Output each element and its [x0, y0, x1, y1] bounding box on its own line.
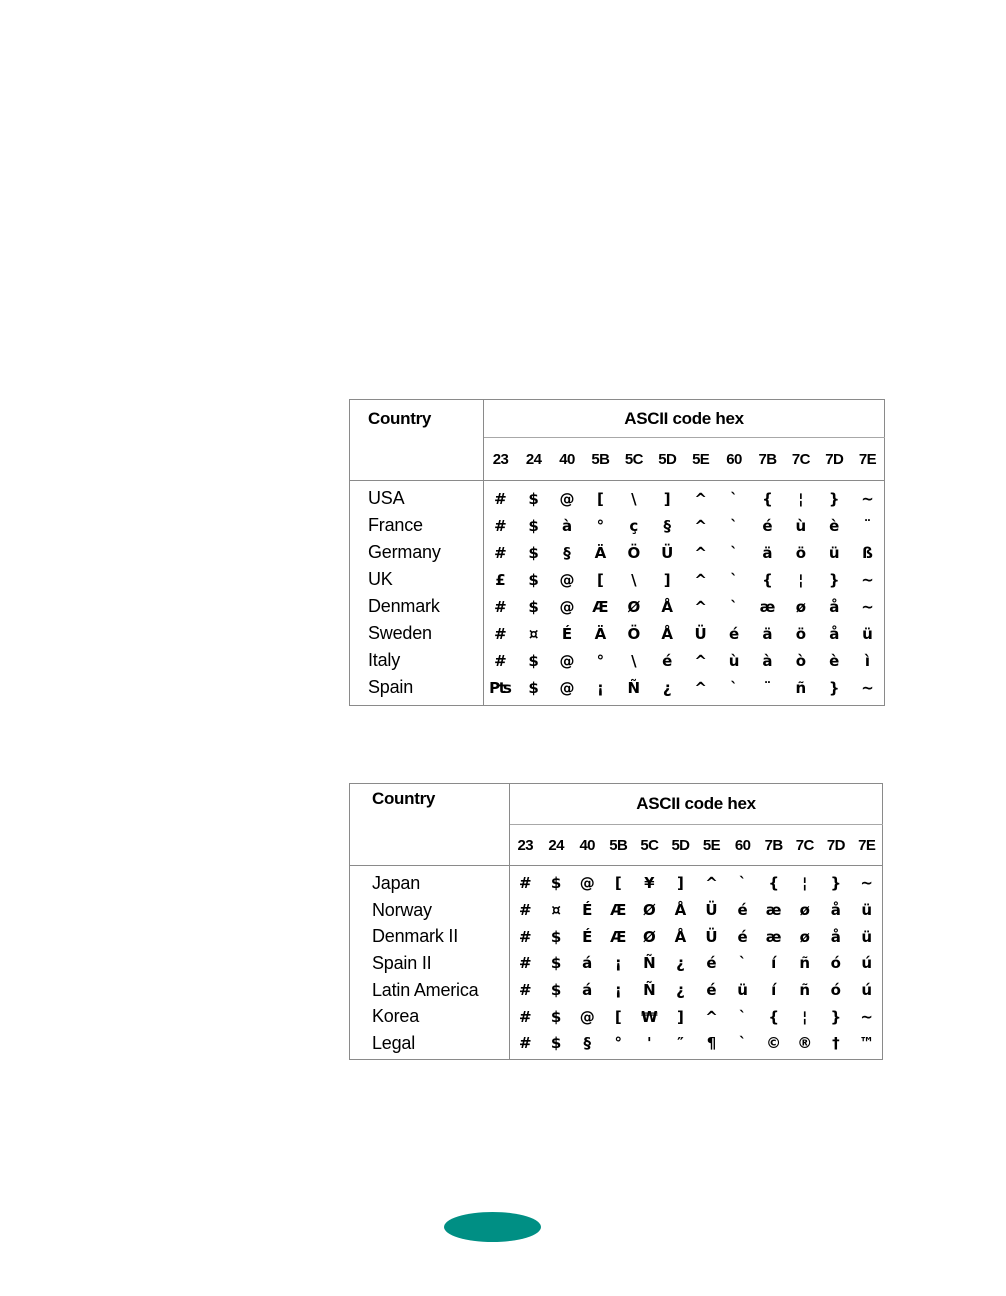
character-cell: ¶: [706, 1034, 717, 1053]
character-cell: @: [559, 570, 575, 589]
character-cell: †: [832, 1034, 840, 1053]
character-cell: `: [730, 516, 738, 535]
character-cell: ¨: [763, 678, 772, 697]
character-cell: ': [647, 1034, 652, 1053]
character-cell: #: [519, 927, 532, 946]
country-header: Country: [350, 400, 484, 481]
hex-code-header: 5C: [617, 438, 650, 481]
character-cell: Æ: [592, 597, 609, 616]
character-cell: ~: [861, 570, 874, 589]
character-cell: ù: [728, 651, 740, 670]
character-cell: @: [559, 678, 575, 697]
character-cell: å: [830, 927, 841, 946]
hex-code-header: 7D: [818, 438, 851, 481]
hex-code-header: 7E: [851, 438, 885, 481]
character-cell: è: [829, 651, 840, 670]
character-cell: ₩: [641, 1007, 658, 1026]
character-cell: Ü: [705, 901, 718, 920]
character-cell: `: [738, 1034, 747, 1053]
character-cell: Ü: [705, 927, 718, 946]
character-cell: ^: [705, 1007, 718, 1026]
character-cell: #: [519, 901, 532, 920]
character-cell: é: [737, 927, 748, 946]
character-cell: £: [495, 570, 506, 589]
character-cell: `: [738, 954, 747, 973]
character-cell: ^: [705, 874, 718, 893]
character-cell: Ñ: [627, 678, 641, 697]
country-name: Norway: [350, 897, 510, 924]
table-row: [350, 647, 885, 674]
character-cell: Ö: [627, 543, 641, 562]
country-name: Spain II: [350, 950, 510, 977]
character-cell: æ: [765, 927, 782, 946]
character-cell: á: [582, 954, 593, 973]
character-cell: Ø: [642, 901, 656, 920]
character-cell: $: [528, 570, 539, 589]
hex-code-header: 7D: [820, 825, 851, 866]
character-cell: [: [614, 1007, 622, 1026]
character-cell: [: [614, 874, 622, 893]
character-cell: Ü: [694, 624, 707, 643]
character-cell: ¦: [798, 570, 804, 589]
country-name: France: [350, 512, 484, 539]
character-cell: }: [830, 874, 842, 893]
character-cell: $: [528, 651, 539, 670]
character-cell: ¿: [676, 981, 685, 1000]
character-cell: }: [828, 678, 840, 697]
character-cell: ]: [677, 874, 684, 893]
hex-code-header: 5C: [634, 825, 665, 866]
hex-code-header: 60: [717, 438, 750, 481]
character-cell: @: [559, 597, 575, 616]
character-cell: é: [728, 624, 740, 643]
character-cell: ¡: [597, 678, 604, 697]
character-cell: ]: [677, 1007, 684, 1026]
table-row: [350, 674, 885, 706]
character-cell: ~: [861, 678, 874, 697]
character-cell: °: [596, 651, 605, 670]
character-cell: [: [596, 489, 604, 508]
character-cell: \: [631, 570, 637, 589]
character-cell: `: [730, 678, 738, 697]
character-cell: ñ: [795, 678, 807, 697]
character-cell: é: [737, 901, 748, 920]
character-cell: ¤: [528, 624, 539, 643]
country-name: Japan: [350, 866, 510, 897]
hex-code-header: 7C: [784, 438, 817, 481]
character-cell: è: [829, 516, 840, 535]
character-cell: °: [596, 516, 605, 535]
character-cell: É: [582, 901, 593, 920]
hex-code-header: 40: [550, 438, 583, 481]
character-cell: $: [550, 1034, 562, 1053]
character-cell: í: [771, 981, 777, 1000]
character-cell: §: [663, 516, 671, 535]
character-cell: $: [528, 543, 539, 562]
character-cell: `: [730, 489, 738, 508]
character-cell: `: [730, 597, 738, 616]
character-cell: É: [561, 624, 573, 643]
character-cell: ø: [799, 901, 810, 920]
character-cell: @: [559, 651, 575, 670]
character-cell: ù: [795, 516, 807, 535]
character-cell: ç: [629, 516, 639, 535]
character-cell: é: [706, 954, 717, 973]
character-cell: @: [579, 874, 595, 893]
character-cell: `: [738, 1007, 747, 1026]
hex-code-header: 7B: [751, 438, 784, 481]
character-cell: $: [550, 981, 562, 1000]
character-cell: ä: [762, 624, 773, 643]
character-cell: ]: [663, 489, 671, 508]
country-name: Denmark: [350, 593, 484, 620]
character-cell: `: [730, 570, 738, 589]
character-cell: $: [550, 874, 562, 893]
table-row: [350, 950, 883, 977]
character-cell: ″: [677, 1034, 684, 1053]
character-cell: å: [829, 597, 840, 616]
hex-code-header: 23: [484, 438, 517, 481]
character-cell: ¿: [676, 954, 685, 973]
character-cell: #: [494, 651, 507, 670]
character-cell: Ä: [594, 624, 607, 643]
table-row: [350, 1030, 883, 1059]
character-cell: ^: [694, 516, 707, 535]
character-cell: }: [828, 489, 840, 508]
character-cell: ö: [795, 624, 807, 643]
country-name: Denmark II: [350, 923, 510, 950]
character-cell: [: [596, 570, 604, 589]
character-cell: ^: [694, 678, 707, 697]
character-cell: á: [582, 981, 593, 1000]
character-cell: Ö: [627, 624, 641, 643]
character-cell: ~: [861, 597, 874, 616]
character-cell: §: [583, 1034, 591, 1053]
character-cell: ₧: [489, 678, 512, 697]
character-cell: #: [519, 874, 532, 893]
table-row: [350, 512, 885, 539]
character-cell: {: [762, 570, 773, 589]
character-cell: @: [579, 1007, 595, 1026]
character-cell: `: [730, 543, 738, 562]
table-row: [350, 1003, 883, 1030]
character-cell: #: [494, 624, 507, 643]
country-name: Spain: [350, 674, 484, 706]
country-name: Legal: [350, 1030, 510, 1059]
country-name: Korea: [350, 1003, 510, 1030]
character-cell: ®: [797, 1034, 813, 1053]
hex-code-header: 24: [517, 438, 550, 481]
character-cell: #: [519, 1034, 532, 1053]
character-cell: Æ: [610, 901, 627, 920]
country-header: Country: [350, 784, 510, 866]
character-cell: Å: [661, 597, 674, 616]
hex-code-header: 5E: [696, 825, 727, 866]
character-cell: ü: [862, 624, 873, 643]
ascii-table-1: [349, 399, 885, 706]
character-cell: ä: [762, 543, 773, 562]
character-cell: #: [494, 597, 507, 616]
table-row: [350, 923, 883, 950]
ascii-code-hex-header: ASCII code hex: [484, 400, 885, 438]
character-cell: ¥: [644, 874, 655, 893]
country-name: UK: [350, 566, 484, 593]
character-cell: }: [828, 570, 840, 589]
character-cell: ü: [861, 927, 873, 946]
character-cell: ì: [864, 651, 871, 670]
character-cell: ^: [694, 597, 707, 616]
hex-code-header: 23: [510, 825, 541, 866]
character-cell: $: [528, 489, 539, 508]
character-cell: Ñ: [643, 954, 656, 973]
table-row: [350, 566, 885, 593]
character-cell: ¦: [798, 489, 804, 508]
character-cell: ¿: [662, 678, 672, 697]
character-cell: É: [582, 927, 593, 946]
character-cell: #: [519, 1007, 532, 1026]
hex-code-header: 5D: [665, 825, 696, 866]
character-cell: ]: [663, 570, 671, 589]
ascii-table-2: [349, 783, 883, 1060]
country-name: USA: [350, 481, 484, 513]
character-cell: $: [550, 927, 562, 946]
character-cell: $: [550, 1007, 562, 1026]
table-row: [350, 539, 885, 566]
character-cell: ó: [830, 954, 841, 973]
character-cell: Ü: [661, 543, 674, 562]
character-cell: ¨: [863, 516, 872, 535]
hex-code-header: 5B: [603, 825, 634, 866]
character-cell: Å: [661, 624, 674, 643]
character-cell: ^: [694, 489, 707, 508]
character-cell: }: [830, 1007, 842, 1026]
character-cell: ö: [795, 543, 807, 562]
character-cell: å: [829, 624, 840, 643]
character-cell: ú: [861, 954, 873, 973]
character-cell: $: [528, 678, 539, 697]
hex-code-header: 5D: [651, 438, 684, 481]
character-cell: å: [830, 901, 841, 920]
character-cell: $: [528, 516, 539, 535]
character-cell: ~: [861, 489, 874, 508]
table-row: [350, 866, 883, 897]
character-cell: °: [614, 1034, 623, 1053]
character-cell: æ: [759, 597, 776, 616]
character-cell: `: [738, 874, 747, 893]
table-row: [350, 481, 885, 513]
character-cell: æ: [765, 901, 782, 920]
character-cell: ~: [860, 1007, 873, 1026]
country-name: Sweden: [350, 620, 484, 647]
character-cell: #: [494, 543, 507, 562]
character-cell: #: [494, 489, 507, 508]
hex-code-header: 60: [727, 825, 758, 866]
character-cell: #: [519, 981, 532, 1000]
country-name: Germany: [350, 539, 484, 566]
character-cell: ™: [859, 1034, 875, 1053]
table-row: [350, 897, 883, 924]
character-cell: é: [706, 981, 717, 1000]
character-cell: ü: [737, 981, 748, 1000]
character-cell: Ø: [642, 927, 656, 946]
character-cell: ¡: [614, 981, 622, 1000]
table-row: [350, 620, 885, 647]
hex-code-header: 24: [541, 825, 572, 866]
character-cell: ß: [862, 543, 873, 562]
character-cell: ò: [795, 651, 807, 670]
table-row: [350, 593, 885, 620]
character-cell: à: [561, 516, 573, 535]
hex-code-header: 5B: [584, 438, 617, 481]
character-cell: Æ: [610, 927, 627, 946]
character-cell: Ñ: [643, 981, 656, 1000]
character-cell: ñ: [799, 981, 811, 1000]
character-cell: Å: [674, 927, 687, 946]
table-row: [350, 977, 883, 1004]
character-cell: ¦: [802, 874, 808, 893]
character-cell: ^: [694, 651, 707, 670]
character-cell: $: [528, 597, 539, 616]
ascii-code-hex-header: ASCII code hex: [510, 784, 883, 825]
page-number-oval: [444, 1212, 541, 1242]
hex-code-header: 40: [572, 825, 603, 866]
character-cell: Ä: [594, 543, 607, 562]
hex-code-header: 7B: [758, 825, 789, 866]
character-cell: ø: [799, 927, 810, 946]
hex-code-header: 7E: [851, 825, 882, 866]
character-cell: {: [762, 489, 773, 508]
character-cell: $: [550, 954, 562, 973]
character-cell: ^: [694, 543, 707, 562]
character-cell: é: [762, 516, 773, 535]
character-cell: ¤: [551, 901, 561, 920]
character-cell: §: [563, 543, 571, 562]
character-cell: #: [519, 954, 532, 973]
country-name: Italy: [350, 647, 484, 674]
character-cell: \: [631, 489, 637, 508]
character-cell: \: [631, 651, 637, 670]
character-cell: ©: [766, 1034, 782, 1053]
character-cell: ø: [795, 597, 807, 616]
character-cell: ¦: [802, 1007, 808, 1026]
character-cell: ü: [828, 543, 840, 562]
character-cell: ¡: [614, 954, 622, 973]
character-cell: ó: [830, 981, 841, 1000]
character-cell: ü: [861, 901, 873, 920]
character-cell: ^: [694, 570, 707, 589]
character-cell: Ø: [627, 597, 641, 616]
character-cell: ~: [860, 874, 873, 893]
character-cell: é: [662, 651, 673, 670]
character-cell: Å: [674, 901, 687, 920]
character-cell: ñ: [799, 954, 811, 973]
character-cell: @: [559, 489, 575, 508]
character-cell: ú: [861, 981, 873, 1000]
character-cell: à: [762, 651, 773, 670]
character-cell: {: [768, 874, 779, 893]
character-cell: #: [494, 516, 507, 535]
character-cell: í: [771, 954, 777, 973]
hex-code-header: 5E: [684, 438, 717, 481]
hex-code-header: 7C: [789, 825, 820, 866]
country-name: Latin America: [350, 977, 510, 1004]
character-cell: {: [768, 1007, 779, 1026]
